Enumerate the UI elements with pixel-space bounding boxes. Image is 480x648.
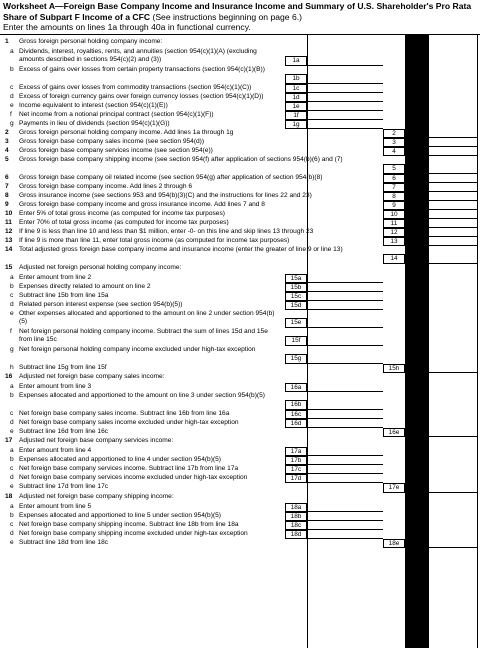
line-item <box>0 102 480 111</box>
line-text: Enter amount from line 3 <box>19 383 92 390</box>
line-box-label: 2 <box>383 129 405 138</box>
line-text: Subtract line 17d from line 17c <box>19 483 109 490</box>
line-box-label: 5 <box>383 164 405 174</box>
line-text: Payments in lieu of dividends (section 954(c)(1)(G)) <box>19 120 170 127</box>
line-number: 14 <box>5 246 13 253</box>
line-letter: f <box>10 328 12 335</box>
line-number: 13 <box>5 237 13 244</box>
line-box-label: 1c <box>285 84 307 93</box>
line-box-label: 17a <box>285 447 307 456</box>
line-number: 12 <box>5 228 13 235</box>
line-15 <box>0 264 480 274</box>
line-4 <box>0 147 480 156</box>
line-box-label: 11 <box>383 219 405 228</box>
line-item <box>0 120 480 129</box>
line-5 <box>0 156 480 174</box>
line-7 <box>0 183 480 192</box>
line-text: Dividends, interest, royalties, rents, and annuities (section 954(c)(1)(A) (excluding amounts described in sections 954(c)(2) and (3)) <box>19 48 257 63</box>
line-text: Excess of gains over losses from commodity transactions (section 954(c)(1)(C)) <box>19 84 252 91</box>
line-box-label: 9 <box>383 201 405 210</box>
line-box-label: 15e <box>285 318 307 328</box>
line-text: Total adjusted gross foreign base company income and insurance income (enter the greater of line 9 or line 13) <box>19 246 343 253</box>
line-item <box>0 310 480 328</box>
line-text: Gross foreign personal holding company income: <box>19 38 163 45</box>
line-item <box>0 328 480 346</box>
line-item <box>0 346 480 364</box>
line-box-label: 17b <box>285 456 307 465</box>
line-item <box>0 428 480 437</box>
line-letter: b <box>10 512 14 519</box>
line-text: Adjusted net foreign base company sales income: <box>19 373 165 380</box>
line-box-label: 12 <box>383 228 405 237</box>
worksheet-form <box>0 34 480 648</box>
line-text: Expenses allocated and apportioned to line 4 under section 954(b)(5) <box>19 456 221 463</box>
line-text: Excess of foreign currency gains over foreign currency losses (section 954(c)(1)(D)) <box>19 93 264 100</box>
line-letter: c <box>10 521 14 528</box>
line-letter: g <box>10 346 14 353</box>
line-letter: h <box>10 364 14 371</box>
line-number: 1 <box>5 38 9 45</box>
line-text: Enter 70% of total gross income (as computed for income tax purposes) <box>19 219 229 226</box>
line-text: Gross foreign base company services income (see section 954(e)) <box>19 147 213 154</box>
worksheet-header <box>3 1 479 33</box>
line-text: Other expenses allocated and apportioned to the amount on line 2 under section 954(b)(5) <box>19 310 275 325</box>
line-box-label: 1d <box>285 93 307 102</box>
line-text: Adjusted net foreign personal holding company income: <box>19 264 182 271</box>
line-box-label: 15f <box>285 336 307 346</box>
worksheet-subtitle: Enter the amounts on lines 1a through 40a in functional currency. <box>3 22 251 33</box>
line-12 <box>0 228 480 237</box>
line-item <box>0 383 480 392</box>
line-letter: c <box>10 465 14 472</box>
line-item <box>0 530 480 539</box>
line-box-label: 1a <box>285 56 307 66</box>
line-box-label: 15h <box>383 364 405 373</box>
line-box-label: 3 <box>383 138 405 147</box>
line-text: Net foreign base company shipping income excluded under high-tax exception <box>19 530 248 537</box>
line-item <box>0 111 480 120</box>
line-box-label: 18c <box>285 521 307 530</box>
line-box-label: 4 <box>383 147 405 156</box>
line-text: Net income from a notional principal contract (section 954(c)(1)(F)) <box>19 111 214 118</box>
line-18 <box>0 493 480 503</box>
line-letter: a <box>10 503 14 510</box>
line-box-label: 15d <box>285 301 307 310</box>
line-letter: d <box>10 93 14 100</box>
line-letter: e <box>10 310 14 317</box>
line-text: Enter amount from line 4 <box>19 447 92 454</box>
line-box-label: 18d <box>285 530 307 539</box>
line-box-label: 13 <box>383 237 405 246</box>
line-box-label: 16b <box>285 400 307 410</box>
line-box-label: 7 <box>383 183 405 192</box>
line-box-label: 18e <box>383 539 405 548</box>
line-number: 6 <box>5 174 9 181</box>
line-letter: b <box>10 66 14 73</box>
line-letter: a <box>10 447 14 454</box>
line-item <box>0 292 480 301</box>
line-item <box>0 456 480 465</box>
line-text: Gross foreign base company shipping income (see section 954(f) after application of sections 954(b)(6) and (7) <box>19 156 343 163</box>
line-number: 15 <box>5 264 13 271</box>
line-text: Gross insurance income (see sections 953 and 954(b)(3)(C) and the instructions for lines 22 and 23) <box>19 192 312 199</box>
line-13 <box>0 237 480 246</box>
line-box-label: 16d <box>285 419 307 428</box>
line-box-label: 6 <box>383 174 405 183</box>
line-item <box>0 503 480 512</box>
line-1 <box>0 38 480 48</box>
line-item <box>0 48 480 66</box>
line-text: Gross foreign base company sales income (see section 954(d)) <box>19 138 205 145</box>
line-letter: d <box>10 301 14 308</box>
line-text: Related person interest expense (see section 954(b)(5)) <box>19 301 183 308</box>
line-2 <box>0 129 480 138</box>
line-letter: a <box>10 274 14 281</box>
line-box-label: 17e <box>383 483 405 493</box>
line-number: 4 <box>5 147 9 154</box>
line-box-label: 16c <box>285 410 307 419</box>
line-letter: e <box>10 483 14 490</box>
line-text: Enter amount from line 2 <box>19 274 92 281</box>
worksheet-title: Worksheet A—Foreign Base Company Income and Insurance Income and Summary of U.S. Shareholder's Pro Rata Share of Subpart F Income of a CFC <box>3 1 472 22</box>
line-text: Adjusted net foreign base company shipping income: <box>19 493 174 500</box>
line-letter: f <box>10 111 12 118</box>
line-box-label: 15g <box>285 354 307 364</box>
line-text: Excess of gains over losses from certain property transactions (section 954(c)(1)(B)) <box>19 66 265 73</box>
line-box-label: 18b <box>285 512 307 521</box>
line-text: Adjusted net foreign base company services income: <box>19 437 174 444</box>
line-number: 8 <box>5 192 9 199</box>
line-letter: b <box>10 283 14 290</box>
line-3 <box>0 138 480 147</box>
line-text: Expenses directly related to amount on line 2 <box>19 283 151 290</box>
line-17 <box>0 437 480 447</box>
line-text: Net foreign base company services income. Subtract line 17b from line 17a <box>19 465 239 472</box>
line-item <box>0 512 480 521</box>
line-8 <box>0 192 480 201</box>
line-box-label: 17c <box>285 465 307 474</box>
line-text: Expenses allocated and apportioned to line 5 under section 954(b)(5) <box>19 512 221 519</box>
line-box-label: 1b <box>285 74 307 84</box>
line-letter: a <box>10 48 14 55</box>
line-letter: e <box>10 428 14 435</box>
line-number: 7 <box>5 183 9 190</box>
line-letter: g <box>10 120 14 127</box>
line-9 <box>0 201 480 210</box>
line-item <box>0 301 480 310</box>
line-item <box>0 274 480 283</box>
line-text: Enter 5% of total gross income (as computed for income tax purposes) <box>19 210 225 217</box>
line-letter: d <box>10 419 14 426</box>
line-item <box>0 521 480 530</box>
line-item <box>0 93 480 102</box>
line-number: 11 <box>5 219 12 226</box>
line-box-label: 17d <box>285 474 307 483</box>
line-box-label: 1e <box>285 102 307 111</box>
line-item <box>0 392 480 410</box>
line-text: Expenses allocated and apportioned to the amount on line 3 under section 954(b)(5) <box>19 392 265 399</box>
line-box-label: 16a <box>285 383 307 392</box>
line-letter: c <box>10 84 14 91</box>
line-letter: c <box>10 410 14 417</box>
line-item <box>0 410 480 419</box>
amount-field[interactable] <box>429 547 477 548</box>
line-box-label: 16e <box>383 428 405 437</box>
line-text: Net foreign base company sales income. Subtract line 16b from line 16a <box>19 410 230 417</box>
line-number: 10 <box>5 210 13 217</box>
line-number: 3 <box>5 138 9 145</box>
line-text: Gross foreign base company income and gross insurance income. Add lines 7 and 8 <box>19 201 265 208</box>
line-box-label: 8 <box>383 192 405 201</box>
line-number: 17 <box>5 437 13 444</box>
line-letter: d <box>10 530 14 537</box>
line-item <box>0 84 480 93</box>
line-box-label: 15a <box>285 274 307 283</box>
line-item <box>0 539 480 548</box>
worksheet-title-note: (See instructions beginning on page 6.) <box>150 11 303 22</box>
line-text: Income equivalent to interest (section 954(c)(1)(E)) <box>19 102 168 109</box>
line-16 <box>0 373 480 383</box>
line-text: Net foreign personal holding company income excluded under high-tax exception <box>19 346 256 353</box>
line-item <box>0 419 480 428</box>
line-6 <box>0 174 480 183</box>
line-text: If line 9 is more than line 11, enter total gross income (as computed for income tax purposes) <box>19 237 290 244</box>
line-letter: c <box>10 292 14 299</box>
line-letter: e <box>10 539 14 546</box>
line-text: If line 9 is less than line 10 and less than $1 million, enter -0- on this line and skip lines 13 through 23 <box>19 228 314 235</box>
line-number: 5 <box>5 156 9 163</box>
line-item <box>0 447 480 456</box>
line-text: Net foreign base company services income excluded under high-tax exception <box>19 474 248 481</box>
line-box-label: 15c <box>285 292 307 301</box>
line-number: 18 <box>5 493 13 500</box>
line-box-label: 14 <box>383 254 405 264</box>
line-box-label: 1g <box>285 120 307 129</box>
line-14 <box>0 246 480 264</box>
line-text: Gross foreign personal holding company income. Add lines 1a through 1g <box>19 129 234 136</box>
line-item <box>0 483 480 493</box>
line-text: Subtract line 18d from line 18c <box>19 539 109 546</box>
line-item <box>0 66 480 84</box>
line-text: Net foreign base company sales income excluded under high-tax exception <box>19 419 239 426</box>
line-letter: b <box>10 456 14 463</box>
line-box-label: 15b <box>285 283 307 292</box>
line-item <box>0 465 480 474</box>
line-item <box>0 364 480 373</box>
line-number: 9 <box>5 201 9 208</box>
line-letter: d <box>10 474 14 481</box>
line-text: Gross foreign base company oil related income (see section 954(g) after application of section 954(b)(8) <box>19 174 323 181</box>
line-letter: e <box>10 102 14 109</box>
line-11 <box>0 219 480 228</box>
line-box-label: 1f <box>285 111 307 120</box>
line-text: Subtract line 15g from line 15f <box>19 364 107 371</box>
line-text: Subtract line 15b from line 15a <box>19 292 109 299</box>
line-item <box>0 474 480 483</box>
line-item <box>0 283 480 292</box>
line-text: Net foreign base company shipping income. Subtract line 18b from line 18a <box>19 521 239 528</box>
line-text: Net foreign personal holding company income. Subtract the sum of lines 15d and 15e from line 15c <box>19 328 268 343</box>
line-number: 16 <box>5 373 13 380</box>
line-text: Enter amount from line 5 <box>19 503 92 510</box>
line-letter: b <box>10 392 14 399</box>
line-text: Gross foreign base company income. Add lines 2 through 6 <box>19 183 193 190</box>
line-text: Subtract line 16d from line 16c <box>19 428 109 435</box>
line-box-label: 18a <box>285 503 307 512</box>
line-box-label: 10 <box>383 210 405 219</box>
line-letter: a <box>10 383 14 390</box>
line-number: 2 <box>5 129 9 136</box>
line-10 <box>0 210 480 219</box>
